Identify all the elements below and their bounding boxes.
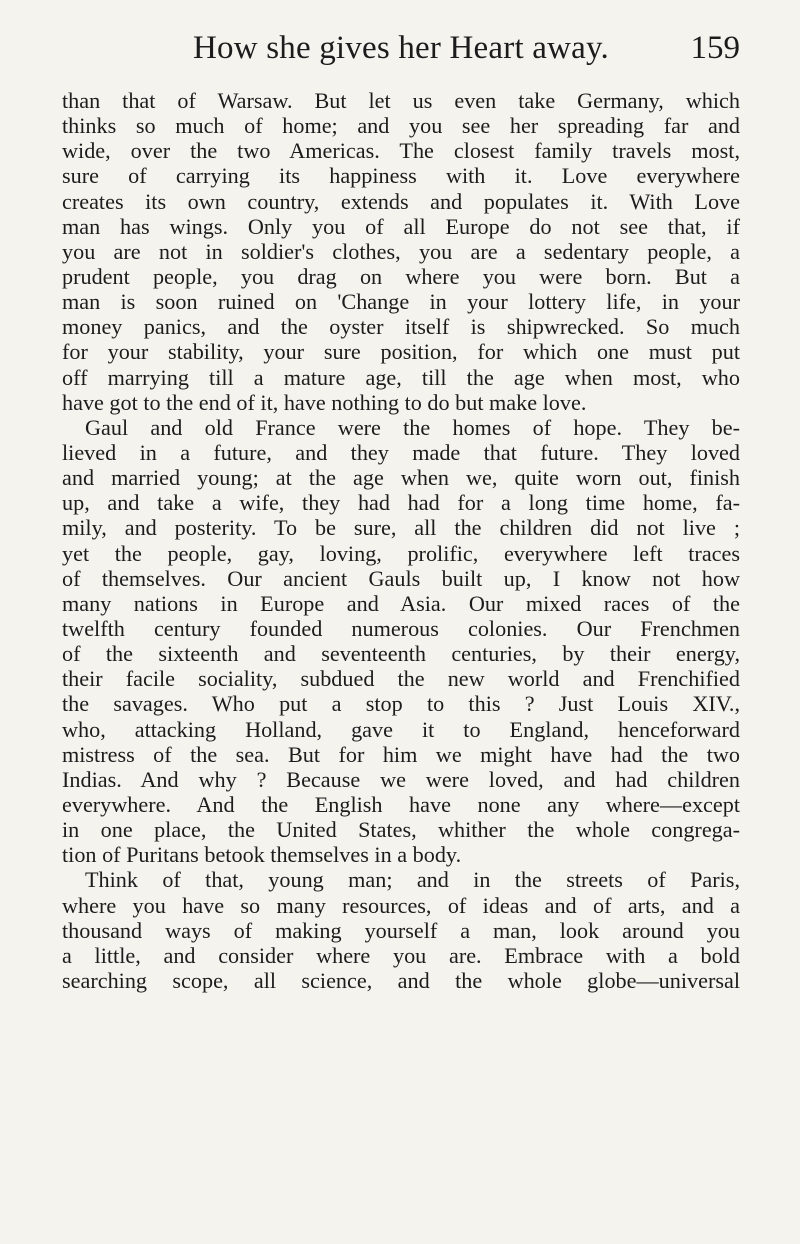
text-line: searching scope, all science, and the whole globe—universal xyxy=(62,967,740,993)
text-line: man is soon ruined on 'Change in your lottery life, in your xyxy=(62,289,740,315)
text-line: have got to the end of it, have nothing to do but make love. xyxy=(62,389,587,415)
text-line: Think of that, young man; and in the streets of Paris, xyxy=(85,867,740,893)
text-line: you are not in soldier's clothes, you are a sedentary people, a xyxy=(62,238,740,264)
page-number: 159 xyxy=(690,30,740,66)
text-line: mily, and posterity. To be sure, all the children did not live ; xyxy=(62,515,740,541)
text-line: of the sixteenth and seventeenth centuries, by their energy, xyxy=(62,641,740,667)
text-line: tion of Puritans betook themselves in a body. xyxy=(62,842,462,868)
text-line: lieved in a future, and they made that future. They loved xyxy=(62,439,740,465)
text-line: many nations in Europe and Asia. Our mixed races of the xyxy=(62,590,740,616)
text-line: yet the people, gay, loving, prolific, everywhere left traces xyxy=(62,540,740,566)
text-line: who, attacking Holland, gave it to England, henceforward xyxy=(62,716,740,742)
running-head xyxy=(62,30,740,86)
text-line: money panics, and the oyster itself is shipwrecked. So much xyxy=(62,314,740,340)
text-line: everywhere. And the English have none any where—except xyxy=(62,791,740,817)
text-line: where you have so many resources, of ideas and of arts, and a xyxy=(62,892,740,918)
text-line: Indias. And why ? Because we were loved, and had children xyxy=(62,766,740,792)
text-line: and married young; at the age when we, quite worn out, finish xyxy=(62,465,740,491)
text-line: sure of carrying its happiness with it. Love everywhere xyxy=(62,163,740,189)
text-line: Gaul and old France were the homes of hope. They be- xyxy=(85,414,740,440)
text-line: thinks so much of home; and you see her spreading far and xyxy=(62,113,740,139)
text-line: wide, over the two Americas. The closest family travels most, xyxy=(62,138,740,164)
body-text xyxy=(62,88,740,993)
text-line: their facile sociality, subdued the new world and Frenchified xyxy=(62,666,740,692)
text-line: prudent people, you drag on where you were born. But a xyxy=(62,263,740,289)
text-line: thousand ways of making yourself a man, look around you xyxy=(62,917,740,943)
text-line: the savages. Who put a stop to this ? Just Louis XIV., xyxy=(62,691,740,717)
text-line: in one place, the United States, whither the whole congrega- xyxy=(62,817,740,843)
running-title: How she gives her Heart away. xyxy=(192,30,609,66)
text-line: mistress of the sea. But for him we might have had the two xyxy=(62,741,740,767)
text-line: of themselves. Our ancient Gauls built up, I know not how xyxy=(62,565,740,591)
text-line: than that of Warsaw. But let us even take Germany, which xyxy=(62,88,740,113)
text-line: off marrying till a mature age, till the age when most, who xyxy=(62,364,740,390)
text-line: up, and take a wife, they had had for a long time home, fa- xyxy=(62,490,740,516)
text-line: for your stability, your sure position, for which one must put xyxy=(62,339,740,365)
text-line: twelfth century founded numerous colonies. Our Frenchmen xyxy=(62,615,740,641)
text-line: a little, and consider where you are. Embrace with a bold xyxy=(62,942,740,968)
text-line: creates its own country, extends and populates it. With Love xyxy=(62,188,740,214)
text-line: man has wings. Only you of all Europe do not see that, if xyxy=(62,213,740,239)
